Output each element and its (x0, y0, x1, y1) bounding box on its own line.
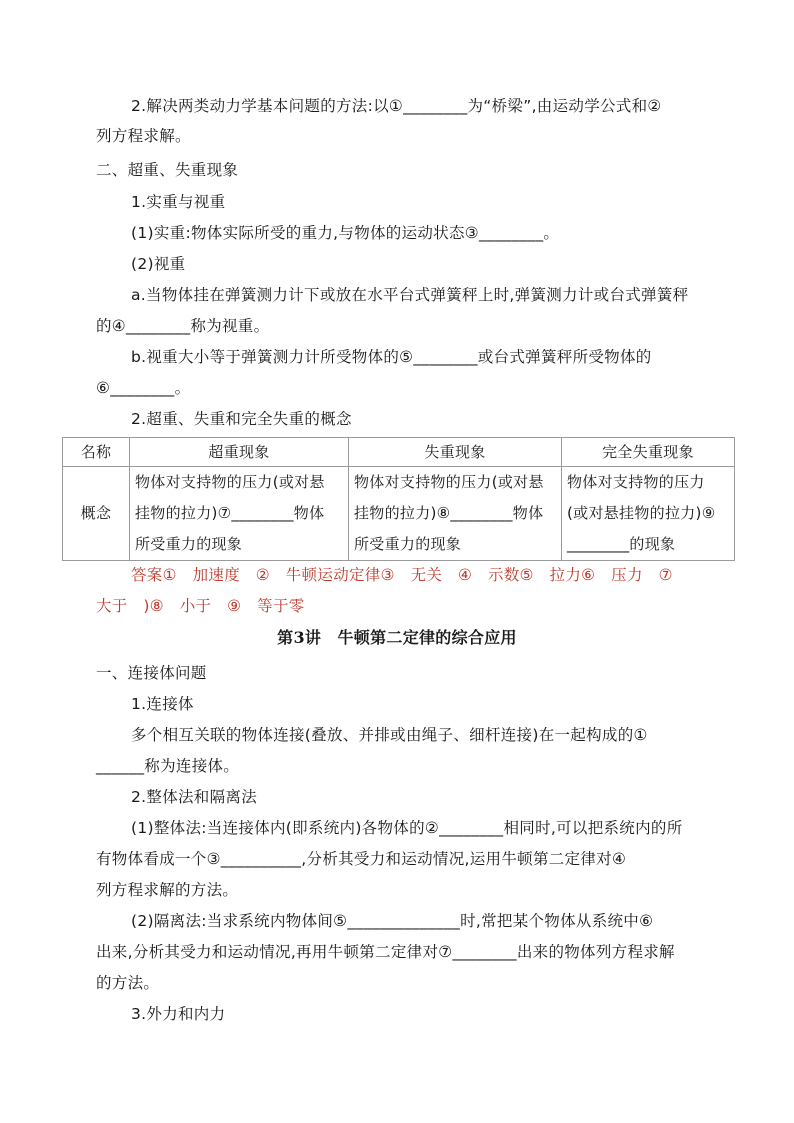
concept-comparison-table (62, 437, 735, 561)
cell-line: 挂物的拉力)⑦________物体 (135, 504, 325, 522)
whole-method-line-2: 有物体看成一个③__________,分析其受力和运动情况,运用牛顿第二定律对④ (96, 850, 627, 868)
cell-line: 所受重力的现象 (135, 535, 243, 553)
isolation-method-line-1: (2)隔离法:当求系统内物体间⑤______________时,常把某个物体从系统中⑥ (131, 912, 654, 930)
lecture-title: 第3讲 牛顿第二定律的综合应用 (277, 628, 517, 647)
table-header-cell: 失重现象 (349, 438, 562, 467)
subheading-concepts: 2.超重、失重和完全失重的概念 (131, 410, 352, 428)
table-header-cell: 超重现象 (130, 438, 349, 467)
apparent-weight-a-line-1: a.当物体挂在弹簧测力计下或放在水平台式弹簧秤上时,弹簧测力计或台式弹簧秤 (131, 286, 689, 304)
answer-key-line-1: 答案① 加速度 ② 牛顿运动定律③ 无关 ④ 示数⑤ 拉力⑥ 压力 ⑦ (131, 566, 673, 584)
section-heading-connected-bodies: 一、连接体问题 (96, 664, 207, 682)
whole-method-line-3: 列方程求解的方法。 (96, 881, 239, 899)
apparent-weight-b-line-1: b.视重大小等于弹簧测力计所受物体的⑤________或台式弹簧秤所受物体的 (131, 348, 652, 366)
whole-method-line-1: (1)整体法:当连接体内(即系统内)各物体的②________相同时,可以把系统内的所 (131, 819, 683, 837)
cell-line: 物体对支持物的压力(或对悬 (354, 473, 544, 491)
subheading-real-apparent-weight: 1.实重与视重 (131, 193, 226, 211)
table-header-row (63, 438, 735, 467)
cell-line: 物体对支持物的压力 (567, 473, 705, 491)
isolation-method-line-2: 出来,分析其受力和运动情况,再用牛顿第二定律对⑦________出来的物体列方程求解 (96, 943, 675, 961)
apparent-weight-b-line-2: ⑥________。 (96, 379, 191, 397)
cell-line: (或对悬挂物的拉力)⑨ (567, 504, 716, 522)
cell-line: ________的现象 (567, 535, 676, 553)
subheading-connected-body: 1.连接体 (131, 695, 194, 713)
subheading-whole-isolation: 2.整体法和隔离法 (131, 788, 257, 806)
cell-line: 所受重力的现象 (354, 535, 462, 553)
section-heading-overweight: 二、超重、失重现象 (96, 161, 239, 179)
answer-key-line-2: 大于 )⑧ 小于 ⑨ 等于零 (96, 597, 305, 615)
connected-body-line-2: ______称为连接体。 (96, 757, 240, 775)
isolation-method-line-3: 的方法。 (96, 974, 160, 992)
cell-line: 挂物的拉力)⑧________物体 (354, 504, 544, 522)
table-cell-weightless (562, 467, 735, 561)
method-bridge-line-1: 2.解决两类动力学基本问题的方法:以①________为“桥梁”,由运动学公式和② (131, 97, 662, 115)
table-header-cell: 名称 (63, 438, 130, 467)
table-row-label: 概念 (63, 467, 130, 561)
cell-line: 物体对支持物的压力(或对悬 (135, 473, 325, 491)
connected-body-line-1: 多个相互关联的物体连接(叠放、并排或由绳子、细杆连接)在一起构成的① (131, 726, 648, 744)
table-cell-underweight (349, 467, 562, 561)
subheading-external-internal-force: 3.外力和内力 (131, 1005, 226, 1023)
table-cell-overweight (130, 467, 349, 561)
method-bridge-line-2: 列方程求解。 (96, 127, 191, 145)
table-row (63, 467, 735, 561)
apparent-weight-a-line-2: 的④________称为视重。 (96, 317, 270, 335)
table-header-cell: 完全失重现象 (562, 438, 735, 467)
real-weight-paragraph: (1)实重:物体实际所受的重力,与物体的运动状态③________。 (131, 224, 560, 242)
apparent-weight-heading: (2)视重 (131, 255, 186, 273)
